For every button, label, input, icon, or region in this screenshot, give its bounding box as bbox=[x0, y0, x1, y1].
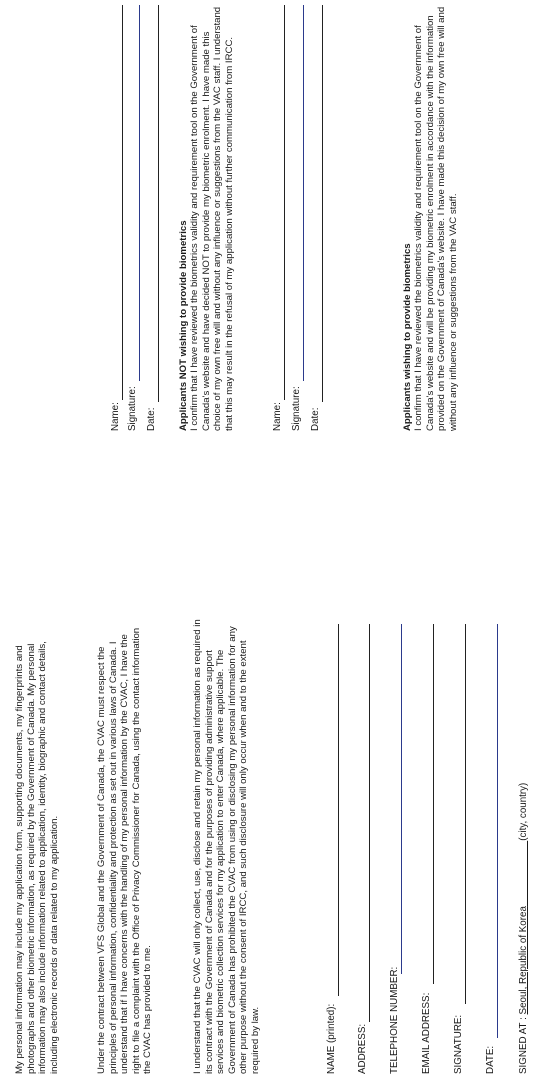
signature-label: SIGNATURE: bbox=[453, 1014, 464, 1074]
personal-info-paragraph: My personal information may include my application form, supporting documents, my fingerprints and photographs and other biometric information, as required by the Government of Canada. My personal information may also include information related to application, identity, biographic and contact details, including electronic records or data related to my application. bbox=[14, 641, 60, 1074]
not-wish-date-line[interactable] bbox=[322, 5, 323, 402]
wish-heading: Applicants wishing to provide biometrics bbox=[402, 243, 413, 431]
collection-paragraph: I understand that the CVAC will only collect, use, disclose and retain my personal information as required in its contract with the Government of Canada and for the purposes of providing administrative support services and biometric collection services for my application to enter Canada, where applicable. The Government of Canada has prohibited the CVAC from using or disclosing my personal information for any other purpose without the consent of IRCC, and such disclosure will only occur when and to the extent required by law. bbox=[192, 619, 261, 1074]
wish-signature-line[interactable] bbox=[139, 5, 140, 381]
wish-statement: I confirm that I have reviewed the biometrics validity and requirement tool on the Government of Canada's website and will be providing my biometric enrolment in accordance with the information provided on the Government of Canada's website. I have made this decision of my own free will and without any influence or suggestions from the VAC staff. bbox=[413, 6, 459, 431]
wish-date-line[interactable] bbox=[158, 5, 159, 402]
not-wish-statement: I confirm that I have reviewed the biometrics validity and requirement tool on the Government of Canada's website and have decided NOT to provide my biometric enrolment. I have made this choice of my own free will and without any influence or suggestions from the VAC staff. I understand that this may result in the refusal of my application without further communication from IRCC. bbox=[189, 6, 235, 431]
wish-name-label: Name: bbox=[110, 402, 121, 431]
not-wish-signature-label: Signature: bbox=[291, 386, 302, 431]
date-label: DATE: bbox=[485, 1045, 496, 1074]
signed-at-value[interactable]: Seoul, Republic of Korea bbox=[518, 906, 529, 1015]
wish-date-label: Date: bbox=[146, 407, 157, 431]
city-country-hint: (city, country) bbox=[518, 782, 529, 841]
not-wish-heading: Applicants NOT wishing to provide biometrics bbox=[178, 220, 189, 431]
contract-paragraph: Under the contract between VFS Global and the Government of Canada, the CVAC must respect the principles of personal information, confidentiality and protection as set out in various laws of Canada. I understand that if I have concerns with the handling of my personal information by the CVAC, I have the right to file a complaint with the Office of Privacy Commissioner for Canada, using the contact information the CVAC has provided to me. bbox=[96, 627, 153, 1074]
wish-name-line[interactable] bbox=[122, 5, 123, 400]
telephone-label: TELEPHONE NUMBER: bbox=[389, 966, 400, 1074]
not-wish-date-label: Date: bbox=[310, 407, 321, 431]
name-printed-label: NAME (printed): bbox=[326, 1003, 337, 1074]
not-wish-name-label: Name: bbox=[272, 402, 283, 431]
not-wish-name-line[interactable] bbox=[284, 5, 285, 400]
address-label: ADDRESS: bbox=[357, 1023, 368, 1074]
wish-signature-label: Signature: bbox=[127, 386, 138, 431]
signed-at-prefix: SIGNED AT : bbox=[518, 1014, 529, 1074]
not-wish-signature-line[interactable] bbox=[303, 5, 304, 381]
email-label: EMAIL ADDRESS: bbox=[421, 992, 432, 1074]
